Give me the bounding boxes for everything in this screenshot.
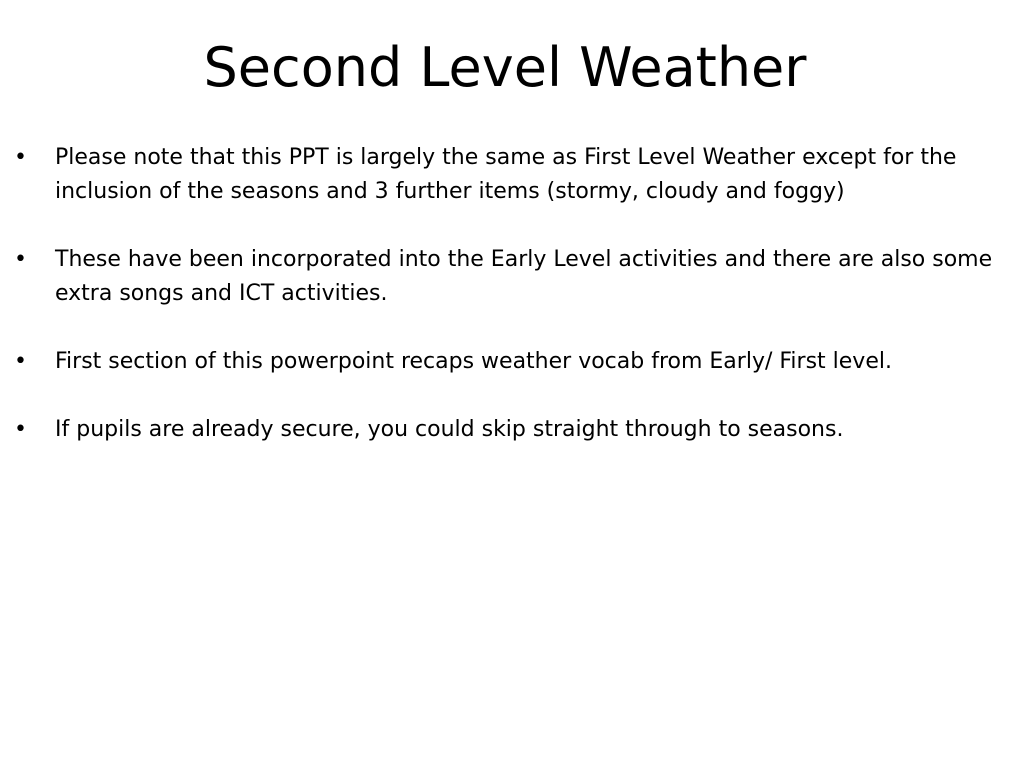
bullet-list xyxy=(14,141,1004,481)
bullet-item xyxy=(14,413,1004,447)
bullet-icon: • xyxy=(14,247,27,272)
bullet-item xyxy=(14,345,1004,379)
bullet-item xyxy=(14,141,1004,209)
bullet-icon: • xyxy=(14,349,27,374)
bullet-icon: • xyxy=(14,417,27,442)
bullet-text: Please note that this PPT is largely the same as First Level Weather except for the inclusion of the seasons and 3 further items (stormy, cloudy and foggy) xyxy=(55,145,957,204)
bullet-text: These have been incorporated into the Early Level activities and there are also some extra songs and ICT activities. xyxy=(55,247,993,306)
bullet-text: First section of this powerpoint recaps weather vocab from Early/ First level. xyxy=(55,349,892,374)
bullet-item xyxy=(14,243,1004,311)
slide-title: Second Level Weather xyxy=(203,36,807,99)
bullet-text: If pupils are already secure, you could skip straight through to seasons. xyxy=(55,417,844,442)
bullet-icon: • xyxy=(14,145,27,170)
